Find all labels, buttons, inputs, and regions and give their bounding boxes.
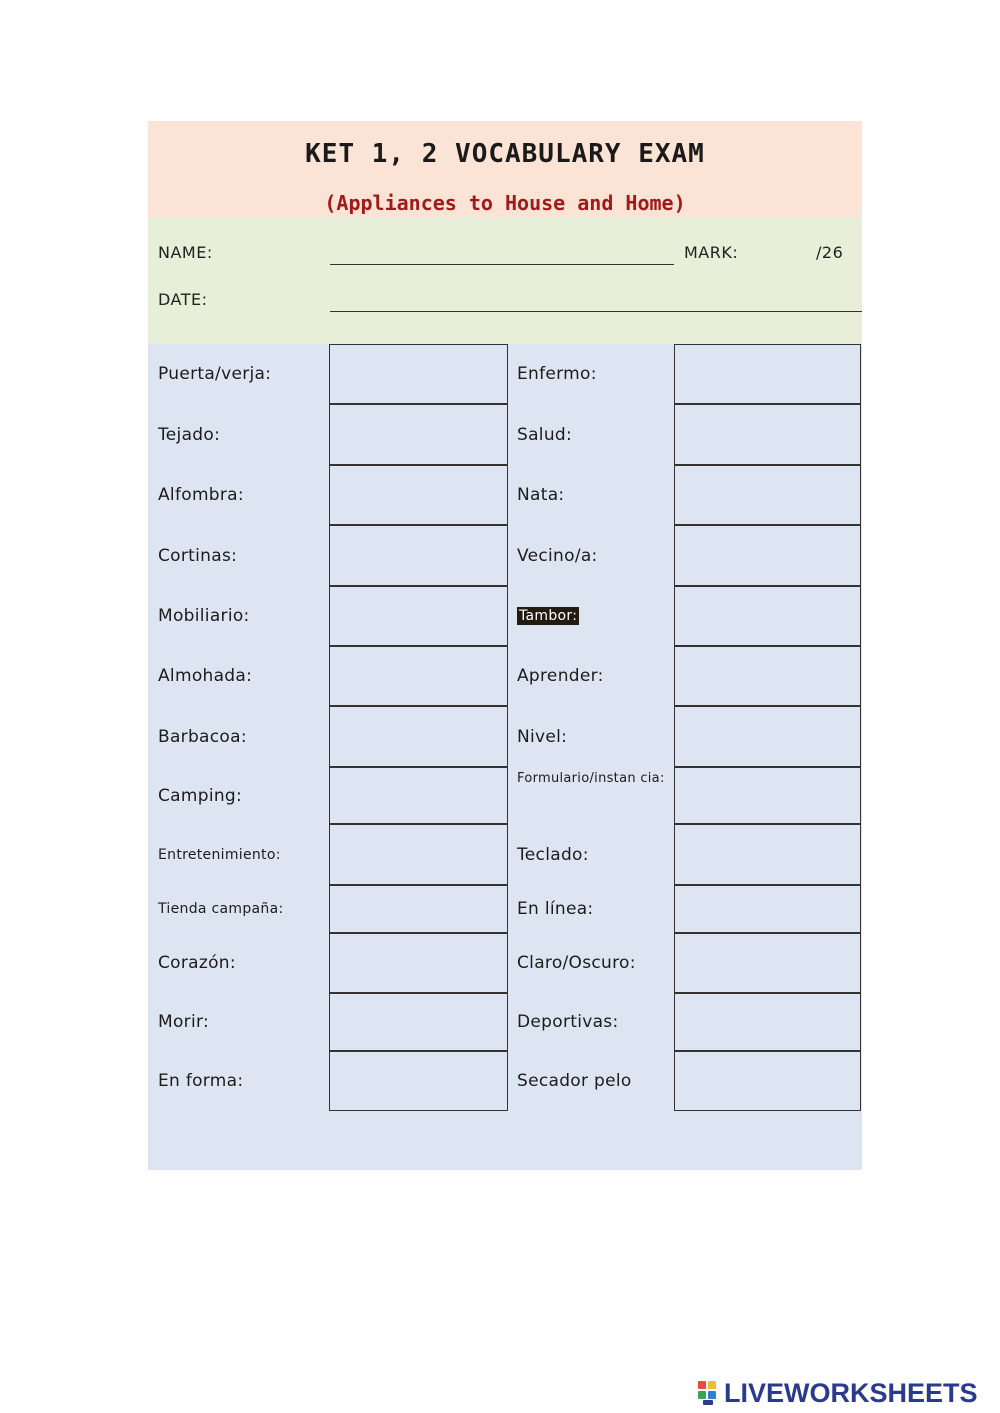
answer-box[interactable] bbox=[329, 767, 508, 824]
term-right: En línea: bbox=[517, 899, 594, 919]
table-row bbox=[148, 646, 862, 706]
term-right: Vecino/a: bbox=[517, 545, 598, 566]
term-left: En forma: bbox=[158, 1071, 244, 1091]
term-left: Alfombra: bbox=[158, 485, 244, 505]
mark-label: MARK: bbox=[684, 243, 739, 262]
answer-box[interactable] bbox=[329, 933, 508, 993]
term-left: Morir: bbox=[158, 1012, 209, 1032]
term-right: Claro/Oscuro: bbox=[517, 953, 636, 973]
table-row bbox=[148, 767, 862, 824]
answer-box[interactable] bbox=[329, 1051, 508, 1111]
table-row bbox=[148, 993, 862, 1051]
term-right: Teclado: bbox=[517, 844, 589, 865]
name-label: NAME: bbox=[158, 243, 213, 262]
table-row bbox=[148, 706, 862, 767]
term-right: Deportivas: bbox=[517, 1012, 619, 1032]
term-right: Nata: bbox=[517, 485, 565, 505]
answer-box[interactable] bbox=[674, 824, 861, 885]
table-row bbox=[148, 404, 862, 465]
table-row bbox=[148, 885, 862, 933]
answer-box[interactable] bbox=[674, 525, 861, 586]
exam-header bbox=[148, 121, 862, 217]
table-row bbox=[148, 525, 862, 586]
answer-box[interactable] bbox=[674, 1051, 861, 1111]
term-right: Aprender: bbox=[517, 666, 604, 686]
term-left: Almohada: bbox=[158, 666, 253, 686]
term-left: Entretenimiento: bbox=[158, 846, 281, 863]
answer-box[interactable] bbox=[329, 885, 508, 933]
answer-box[interactable] bbox=[674, 586, 861, 646]
answer-box[interactable] bbox=[329, 706, 508, 767]
exam-title: KET 1, 2 VOCABULARY EXAM bbox=[305, 139, 705, 169]
table-row bbox=[148, 586, 862, 646]
term-left: Mobiliario: bbox=[158, 606, 250, 626]
term-right: Nivel: bbox=[517, 726, 568, 747]
term-right-highlighted bbox=[517, 586, 579, 646]
answer-box[interactable] bbox=[674, 993, 861, 1051]
name-field[interactable] bbox=[330, 264, 674, 265]
term-left: Camping: bbox=[158, 785, 243, 806]
table-row bbox=[148, 1051, 862, 1111]
answer-box[interactable] bbox=[329, 344, 508, 404]
answer-box[interactable] bbox=[674, 885, 861, 933]
answer-box[interactable] bbox=[674, 344, 861, 404]
logo-text: LIVEWORKSHEETS bbox=[724, 1377, 978, 1408]
liveworksheets-logo bbox=[698, 1376, 978, 1410]
answer-box[interactable] bbox=[329, 646, 508, 706]
term-left: Barbacoa: bbox=[158, 726, 247, 747]
date-field[interactable] bbox=[330, 311, 862, 312]
term-right: Formulario/instan cia: bbox=[517, 771, 665, 786]
exam-subtitle: (Appliances to House and Home) bbox=[324, 191, 686, 215]
answer-box[interactable] bbox=[329, 525, 508, 586]
term-right: Salud: bbox=[517, 424, 573, 445]
answer-box[interactable] bbox=[329, 993, 508, 1051]
term-left: Corazón: bbox=[158, 953, 236, 973]
answer-box[interactable] bbox=[674, 767, 861, 824]
term-right: Secador pelo bbox=[517, 1071, 632, 1091]
term-left: Cortinas: bbox=[158, 545, 238, 566]
logo-mark-icon bbox=[698, 1379, 720, 1407]
term-left: Tienda campaña: bbox=[158, 901, 284, 917]
term-left: Puerta/verja: bbox=[158, 364, 272, 384]
answer-box[interactable] bbox=[674, 646, 861, 706]
answer-box[interactable] bbox=[329, 465, 508, 525]
vocabulary-table bbox=[148, 344, 862, 1170]
answer-box[interactable] bbox=[329, 824, 508, 885]
student-info bbox=[148, 217, 862, 344]
answer-box[interactable] bbox=[329, 586, 508, 646]
answer-box[interactable] bbox=[674, 706, 861, 767]
term-right: Enfermo: bbox=[517, 364, 597, 384]
mark-total: /26 bbox=[816, 243, 844, 262]
date-label: DATE: bbox=[158, 290, 208, 309]
answer-box[interactable] bbox=[674, 933, 861, 993]
term-left: Tejado: bbox=[158, 424, 221, 445]
answer-box[interactable] bbox=[674, 465, 861, 525]
highlighted-term: Tambor: bbox=[519, 608, 578, 624]
table-row bbox=[148, 344, 862, 404]
answer-box[interactable] bbox=[674, 404, 861, 465]
table-row bbox=[148, 465, 862, 525]
table-row bbox=[148, 933, 862, 993]
answer-box[interactable] bbox=[329, 404, 508, 465]
table-row bbox=[148, 824, 862, 885]
